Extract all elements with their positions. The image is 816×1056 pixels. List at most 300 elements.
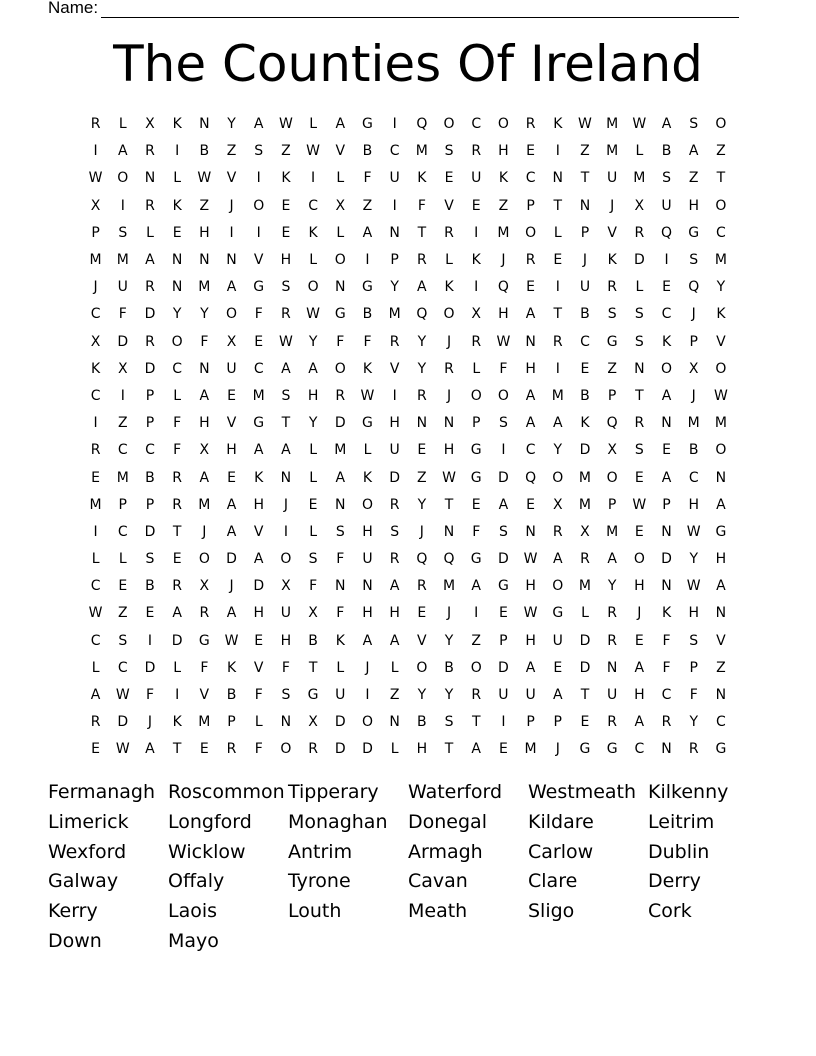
grid-letter[interactable]: U bbox=[117, 279, 128, 296]
grid-letter[interactable]: E bbox=[145, 605, 155, 622]
grid-letter[interactable]: M bbox=[606, 143, 619, 160]
grid-letter[interactable]: M bbox=[578, 469, 592, 486]
grid-letter[interactable]: G bbox=[362, 279, 373, 296]
grid-letter[interactable]: G bbox=[362, 415, 373, 432]
grid-letter[interactable]: M bbox=[198, 279, 211, 296]
grid-letter[interactable]: R bbox=[416, 252, 427, 269]
grid-letter[interactable]: L bbox=[635, 279, 644, 296]
grid-letter[interactable]: A bbox=[362, 224, 373, 241]
grid-letter[interactable]: R bbox=[607, 714, 618, 731]
grid-letter[interactable]: P bbox=[580, 224, 590, 241]
grid-letter[interactable]: C bbox=[90, 632, 101, 649]
grid-letter[interactable]: K bbox=[172, 714, 182, 731]
grid-letter[interactable]: S bbox=[689, 632, 699, 649]
grid-letter[interactable]: M bbox=[524, 741, 537, 758]
grid-letter[interactable]: J bbox=[229, 197, 234, 214]
grid-letter[interactable]: A bbox=[226, 279, 237, 296]
grid-letter[interactable]: Z bbox=[117, 415, 128, 432]
grid-letter[interactable]: P bbox=[553, 714, 562, 731]
grid-letter[interactable]: O bbox=[307, 279, 319, 296]
grid-letter[interactable]: R bbox=[199, 605, 210, 622]
grid-letter[interactable]: Z bbox=[226, 143, 237, 160]
grid-letter[interactable]: B bbox=[362, 306, 373, 323]
grid-letter[interactable]: X bbox=[199, 442, 210, 459]
grid-letter[interactable]: C bbox=[525, 170, 536, 187]
grid-letter[interactable]: T bbox=[417, 224, 427, 241]
grid-letter[interactable]: E bbox=[308, 496, 318, 513]
grid-letter[interactable]: O bbox=[661, 360, 673, 377]
grid-letter[interactable]: G bbox=[307, 687, 319, 704]
grid-letter[interactable]: N bbox=[335, 496, 346, 513]
grid-letter[interactable]: T bbox=[281, 415, 291, 432]
grid-letter[interactable]: P bbox=[689, 333, 698, 350]
grid-letter[interactable]: Z bbox=[362, 197, 373, 214]
grid-letter[interactable]: Y bbox=[227, 116, 236, 133]
grid-letter[interactable]: L bbox=[390, 741, 399, 758]
grid-letter[interactable]: F bbox=[499, 360, 508, 377]
grid-letter[interactable]: K bbox=[254, 469, 264, 486]
grid-letter[interactable]: A bbox=[525, 659, 536, 676]
grid-letter[interactable]: J bbox=[419, 523, 424, 540]
grid-letter[interactable]: N bbox=[552, 170, 564, 187]
grid-letter[interactable]: E bbox=[91, 741, 101, 758]
grid-letter[interactable]: D bbox=[389, 469, 401, 486]
grid-letter[interactable]: Z bbox=[281, 143, 291, 160]
grid-letter[interactable]: M bbox=[252, 387, 265, 404]
grid-letter[interactable]: N bbox=[661, 523, 672, 540]
grid-letter[interactable]: G bbox=[198, 632, 210, 649]
grid-letter[interactable]: H bbox=[389, 605, 400, 622]
grid-letter[interactable]: E bbox=[580, 360, 590, 377]
grid-letter[interactable]: R bbox=[416, 578, 427, 595]
grid-letter[interactable]: W bbox=[306, 306, 321, 323]
grid-letter[interactable]: P bbox=[118, 496, 127, 513]
grid-letter[interactable]: K bbox=[607, 252, 617, 269]
grid-letter[interactable]: E bbox=[553, 252, 563, 269]
grid-letter[interactable]: P bbox=[145, 496, 155, 513]
grid-letter[interactable]: A bbox=[117, 143, 128, 160]
grid-letter[interactable]: R bbox=[90, 714, 101, 731]
grid-letter[interactable]: M bbox=[714, 415, 727, 432]
grid-letter[interactable]: D bbox=[661, 551, 672, 568]
grid-letter[interactable]: E bbox=[172, 551, 182, 568]
grid-letter[interactable]: B bbox=[308, 632, 318, 649]
grid-letter[interactable]: E bbox=[634, 632, 644, 649]
grid-letter[interactable]: S bbox=[444, 714, 454, 731]
grid-letter[interactable]: O bbox=[552, 469, 564, 486]
grid-letter[interactable]: E bbox=[498, 605, 508, 622]
grid-letter[interactable]: E bbox=[634, 469, 644, 486]
grid-letter[interactable]: I bbox=[555, 360, 560, 377]
grid-letter[interactable]: G bbox=[688, 224, 700, 241]
grid-letter[interactable]: G bbox=[470, 469, 482, 486]
grid-letter[interactable]: H bbox=[688, 496, 699, 513]
grid-letter[interactable]: A bbox=[471, 578, 481, 595]
grid-letter[interactable]: O bbox=[443, 116, 455, 133]
grid-letter[interactable]: M bbox=[116, 469, 129, 486]
grid-letter[interactable]: Y bbox=[417, 496, 427, 513]
grid-letter[interactable]: C bbox=[580, 333, 590, 350]
grid-letter[interactable]: D bbox=[117, 714, 129, 731]
grid-letter[interactable]: H bbox=[416, 741, 428, 758]
grid-letter[interactable]: P bbox=[526, 714, 535, 731]
grid-letter[interactable]: F bbox=[336, 333, 345, 350]
grid-letter[interactable]: T bbox=[580, 687, 590, 704]
grid-letter[interactable]: C bbox=[172, 360, 183, 377]
grid-letter[interactable]: W bbox=[88, 605, 103, 622]
grid-letter[interactable]: N bbox=[606, 659, 618, 676]
grid-letter[interactable]: R bbox=[90, 442, 101, 459]
grid-letter[interactable]: D bbox=[334, 415, 346, 432]
grid-letter[interactable]: U bbox=[525, 687, 536, 704]
grid-letter[interactable]: A bbox=[607, 551, 617, 568]
grid-letter[interactable]: N bbox=[579, 197, 591, 214]
grid-letter[interactable]: R bbox=[308, 741, 318, 758]
grid-letter[interactable]: N bbox=[715, 605, 727, 622]
grid-letter[interactable]: H bbox=[253, 496, 264, 513]
grid-letter[interactable]: L bbox=[173, 170, 182, 187]
grid-letter[interactable]: N bbox=[715, 469, 727, 486]
grid-letter[interactable]: G bbox=[606, 741, 618, 758]
grid-letter[interactable]: B bbox=[444, 659, 454, 676]
grid-letter[interactable]: E bbox=[662, 442, 671, 459]
grid-letter[interactable]: O bbox=[443, 306, 455, 323]
grid-letter[interactable]: Z bbox=[688, 170, 699, 187]
grid-letter[interactable]: N bbox=[199, 116, 210, 133]
grid-letter[interactable]: I bbox=[120, 197, 125, 214]
grid-letter[interactable]: U bbox=[498, 687, 509, 704]
grid-letter[interactable]: Y bbox=[390, 279, 399, 296]
grid-letter[interactable]: N bbox=[389, 714, 400, 731]
grid-letter[interactable]: P bbox=[227, 714, 236, 731]
grid-letter[interactable]: A bbox=[389, 578, 400, 595]
grid-letter[interactable]: S bbox=[662, 170, 671, 187]
grid-letter[interactable]: H bbox=[253, 605, 264, 622]
grid-letter[interactable]: S bbox=[335, 523, 345, 540]
grid-letter[interactable]: H bbox=[389, 415, 400, 432]
grid-letter[interactable]: K bbox=[362, 360, 373, 377]
grid-letter[interactable]: K bbox=[553, 116, 563, 133]
grid-letter[interactable]: W bbox=[197, 170, 212, 187]
grid-letter[interactable]: H bbox=[634, 687, 645, 704]
grid-letter[interactable]: R bbox=[90, 116, 101, 133]
grid-letter[interactable]: W bbox=[632, 496, 647, 513]
grid-letter[interactable]: I bbox=[392, 387, 397, 404]
grid-letter[interactable]: G bbox=[606, 333, 618, 350]
grid-letter[interactable]: V bbox=[199, 687, 210, 704]
grid-letter[interactable]: S bbox=[390, 523, 400, 540]
grid-letter[interactable]: O bbox=[361, 714, 373, 731]
grid-letter[interactable]: C bbox=[90, 306, 101, 323]
grid-letter[interactable]: Z bbox=[716, 143, 726, 160]
grid-letter[interactable]: I bbox=[311, 170, 316, 187]
grid-letter[interactable]: S bbox=[118, 632, 128, 649]
grid-letter[interactable]: B bbox=[580, 306, 590, 323]
grid-letter[interactable]: T bbox=[471, 714, 481, 731]
grid-letter[interactable]: L bbox=[91, 659, 100, 676]
grid-letter[interactable]: A bbox=[552, 687, 563, 704]
grid-letter[interactable]: Z bbox=[716, 659, 726, 676]
grid-letter[interactable]: C bbox=[634, 741, 645, 758]
grid-letter[interactable]: B bbox=[417, 714, 427, 731]
grid-letter[interactable]: C bbox=[661, 306, 672, 323]
grid-letter[interactable]: Y bbox=[444, 687, 454, 704]
grid-letter[interactable]: A bbox=[716, 578, 726, 595]
grid-letter[interactable]: U bbox=[661, 197, 672, 214]
grid-letter[interactable]: I bbox=[283, 523, 288, 540]
grid-letter[interactable]: G bbox=[497, 578, 509, 595]
grid-letter[interactable]: N bbox=[199, 360, 210, 377]
grid-letter[interactable]: N bbox=[199, 252, 210, 269]
grid-letter[interactable]: L bbox=[336, 170, 345, 187]
grid-letter[interactable]: R bbox=[552, 333, 563, 350]
grid-letter[interactable]: V bbox=[716, 333, 726, 350]
grid-letter[interactable]: O bbox=[117, 170, 129, 187]
grid-letter[interactable]: V bbox=[226, 170, 237, 187]
grid-letter[interactable]: H bbox=[362, 605, 373, 622]
grid-letter[interactable]: N bbox=[280, 469, 292, 486]
grid-letter[interactable]: C bbox=[661, 687, 672, 704]
grid-letter[interactable]: V bbox=[716, 632, 726, 649]
grid-letter[interactable]: D bbox=[334, 741, 346, 758]
grid-letter[interactable]: P bbox=[390, 252, 399, 269]
grid-letter[interactable]: A bbox=[525, 387, 536, 404]
grid-letter[interactable]: W bbox=[278, 116, 293, 133]
grid-letter[interactable]: M bbox=[497, 224, 510, 241]
grid-letter[interactable]: L bbox=[581, 605, 589, 622]
grid-letter[interactable]: J bbox=[610, 197, 615, 214]
grid-letter[interactable]: H bbox=[525, 632, 536, 649]
grid-letter[interactable]: W bbox=[115, 741, 130, 758]
grid-letter[interactable]: B bbox=[688, 442, 699, 459]
grid-letter[interactable]: U bbox=[389, 170, 400, 187]
grid-letter[interactable]: J bbox=[501, 252, 506, 269]
grid-letter[interactable]: M bbox=[551, 387, 564, 404]
grid-letter[interactable]: Q bbox=[416, 551, 428, 568]
grid-letter[interactable]: F bbox=[336, 551, 345, 568]
grid-letter[interactable]: I bbox=[93, 523, 98, 540]
grid-letter[interactable]: S bbox=[444, 143, 454, 160]
grid-letter[interactable]: R bbox=[145, 143, 155, 160]
grid-letter[interactable]: M bbox=[116, 252, 129, 269]
grid-letter[interactable]: M bbox=[388, 306, 401, 323]
grid-letter[interactable]: N bbox=[280, 714, 292, 731]
grid-letter[interactable]: O bbox=[334, 360, 346, 377]
grid-letter[interactable]: I bbox=[664, 252, 669, 269]
grid-letter[interactable]: X bbox=[90, 197, 101, 214]
grid-letter[interactable]: G bbox=[470, 442, 482, 459]
grid-letter[interactable]: A bbox=[498, 496, 509, 513]
grid-letter[interactable]: S bbox=[689, 116, 699, 133]
grid-letter[interactable]: X bbox=[471, 306, 482, 323]
grid-letter[interactable]: N bbox=[661, 741, 672, 758]
grid-letter[interactable]: F bbox=[309, 578, 318, 595]
grid-letter[interactable]: F bbox=[173, 442, 182, 459]
grid-letter[interactable]: E bbox=[471, 197, 481, 214]
grid-letter[interactable]: I bbox=[93, 415, 98, 432]
grid-letter[interactable]: R bbox=[688, 741, 699, 758]
grid-letter[interactable]: Z bbox=[471, 632, 482, 649]
grid-letter[interactable]: G bbox=[715, 741, 727, 758]
grid-letter[interactable]: A bbox=[525, 306, 536, 323]
grid-letter[interactable]: I bbox=[474, 605, 479, 622]
grid-letter[interactable]: C bbox=[253, 360, 264, 377]
grid-letter[interactable]: W bbox=[632, 116, 647, 133]
grid-letter[interactable]: O bbox=[198, 551, 210, 568]
grid-letter[interactable]: F bbox=[118, 306, 127, 323]
grid-letter[interactable]: Z bbox=[417, 469, 427, 486]
grid-letter[interactable]: R bbox=[607, 605, 618, 622]
grid-letter[interactable]: C bbox=[389, 143, 400, 160]
grid-letter[interactable]: A bbox=[362, 632, 373, 649]
grid-letter[interactable]: W bbox=[306, 143, 321, 160]
grid-letter[interactable]: L bbox=[336, 224, 345, 241]
grid-letter[interactable]: O bbox=[497, 116, 509, 133]
grid-letter[interactable]: U bbox=[335, 687, 346, 704]
grid-letter[interactable]: T bbox=[172, 741, 182, 758]
grid-letter[interactable]: N bbox=[171, 252, 183, 269]
grid-letter[interactable]: K bbox=[91, 360, 101, 377]
grid-letter[interactable]: O bbox=[470, 387, 482, 404]
grid-letter[interactable]: E bbox=[227, 387, 236, 404]
grid-letter[interactable]: C bbox=[716, 224, 726, 241]
grid-letter[interactable]: B bbox=[580, 387, 590, 404]
grid-letter[interactable]: X bbox=[580, 523, 590, 540]
grid-letter[interactable]: K bbox=[172, 197, 182, 214]
grid-letter[interactable]: Y bbox=[607, 578, 617, 595]
grid-letter[interactable]: C bbox=[525, 442, 536, 459]
grid-letter[interactable]: F bbox=[363, 170, 372, 187]
grid-letter[interactable]: X bbox=[281, 578, 291, 595]
grid-letter[interactable]: S bbox=[145, 551, 155, 568]
grid-letter[interactable]: P bbox=[499, 632, 508, 649]
grid-letter[interactable]: J bbox=[147, 714, 153, 731]
grid-letter[interactable]: D bbox=[498, 551, 509, 568]
grid-letter[interactable]: Y bbox=[716, 279, 726, 296]
grid-letter[interactable]: F bbox=[200, 659, 209, 676]
grid-letter[interactable]: F bbox=[254, 741, 263, 758]
grid-letter[interactable]: H bbox=[688, 605, 699, 622]
grid-letter[interactable]: K bbox=[335, 632, 345, 649]
grid-letter[interactable]: N bbox=[661, 415, 672, 432]
grid-letter[interactable]: R bbox=[634, 415, 645, 432]
grid-letter[interactable]: R bbox=[226, 741, 237, 758]
grid-letter[interactable]: O bbox=[606, 469, 618, 486]
grid-letter[interactable]: R bbox=[281, 306, 291, 323]
grid-letter[interactable]: W bbox=[523, 551, 538, 568]
grid-letter[interactable]: O bbox=[280, 741, 292, 758]
grid-letter[interactable]: D bbox=[498, 659, 509, 676]
grid-letter[interactable]: R bbox=[389, 496, 400, 513]
grid-letter[interactable]: O bbox=[525, 224, 537, 241]
grid-letter[interactable]: S bbox=[281, 279, 291, 296]
grid-letter[interactable]: D bbox=[226, 551, 237, 568]
grid-letter[interactable]: J bbox=[202, 523, 207, 540]
grid-letter[interactable]: A bbox=[226, 523, 237, 540]
grid-letter[interactable]: L bbox=[91, 551, 100, 568]
grid-letter[interactable]: L bbox=[309, 116, 317, 133]
grid-letter[interactable]: K bbox=[226, 659, 237, 676]
grid-letter[interactable]: S bbox=[281, 687, 291, 704]
grid-letter[interactable]: D bbox=[498, 469, 509, 486]
grid-letter[interactable]: S bbox=[634, 333, 644, 350]
grid-letter[interactable]: I bbox=[474, 279, 479, 296]
grid-letter[interactable]: I bbox=[256, 224, 261, 241]
grid-letter[interactable]: K bbox=[444, 279, 454, 296]
grid-letter[interactable]: A bbox=[281, 360, 291, 377]
grid-letter[interactable]: N bbox=[416, 415, 428, 432]
grid-letter[interactable]: J bbox=[446, 387, 452, 404]
grid-letter[interactable]: Y bbox=[200, 306, 209, 323]
grid-letter[interactable]: X bbox=[552, 496, 563, 513]
grid-letter[interactable]: Q bbox=[443, 551, 455, 568]
grid-letter[interactable]: A bbox=[145, 741, 155, 758]
grid-letter[interactable]: E bbox=[118, 578, 128, 595]
grid-letter[interactable]: R bbox=[145, 279, 155, 296]
grid-letter[interactable]: J bbox=[582, 252, 588, 269]
grid-letter[interactable]: R bbox=[471, 687, 482, 704]
grid-letter[interactable]: R bbox=[580, 551, 590, 568]
grid-letter[interactable]: X bbox=[634, 197, 645, 214]
grid-letter[interactable]: Z bbox=[389, 687, 400, 704]
grid-letter[interactable]: G bbox=[334, 306, 346, 323]
grid-letter[interactable]: Q bbox=[661, 224, 673, 241]
grid-letter[interactable]: B bbox=[661, 143, 672, 160]
grid-letter[interactable]: W bbox=[442, 469, 456, 486]
grid-letter[interactable]: A bbox=[253, 442, 264, 459]
grid-letter[interactable]: A bbox=[634, 714, 645, 731]
grid-letter[interactable]: W bbox=[115, 687, 130, 704]
grid-letter[interactable]: K bbox=[498, 170, 508, 187]
grid-letter[interactable]: J bbox=[229, 578, 234, 595]
grid-letter[interactable]: F bbox=[145, 687, 154, 704]
grid-letter[interactable]: Z bbox=[498, 197, 509, 214]
grid-letter[interactable]: F bbox=[254, 306, 263, 323]
grid-letter[interactable]: E bbox=[281, 197, 291, 214]
grid-letter[interactable]: U bbox=[280, 605, 292, 622]
grid-letter[interactable]: U bbox=[471, 170, 482, 187]
grid-letter[interactable]: I bbox=[93, 143, 98, 160]
grid-letter[interactable]: J bbox=[283, 496, 288, 513]
grid-letter[interactable]: I bbox=[365, 252, 370, 269]
grid-letter[interactable]: Z bbox=[607, 360, 617, 377]
grid-letter[interactable]: O bbox=[633, 551, 645, 568]
grid-letter[interactable]: M bbox=[578, 578, 592, 595]
grid-letter[interactable]: I bbox=[365, 687, 370, 704]
grid-letter[interactable]: N bbox=[443, 523, 455, 540]
grid-letter[interactable]: N bbox=[634, 360, 645, 377]
grid-letter[interactable]: R bbox=[389, 333, 400, 350]
grid-letter[interactable]: N bbox=[443, 415, 455, 432]
grid-letter[interactable]: O bbox=[253, 197, 265, 214]
grid-letter[interactable]: S bbox=[634, 306, 644, 323]
grid-letter[interactable]: K bbox=[362, 469, 373, 486]
grid-letter[interactable]: T bbox=[553, 197, 563, 214]
grid-letter[interactable]: W bbox=[88, 170, 103, 187]
grid-letter[interactable]: X bbox=[607, 442, 617, 459]
grid-letter[interactable]: D bbox=[171, 632, 183, 649]
grid-letter[interactable]: T bbox=[308, 659, 318, 676]
grid-letter[interactable]: W bbox=[523, 605, 538, 622]
grid-letter[interactable]: I bbox=[147, 632, 153, 649]
grid-letter[interactable]: P bbox=[607, 496, 617, 513]
grid-letter[interactable]: E bbox=[199, 741, 209, 758]
grid-letter[interactable]: T bbox=[635, 387, 644, 404]
grid-letter[interactable]: D bbox=[253, 578, 265, 595]
grid-letter[interactable]: U bbox=[389, 442, 400, 459]
grid-letter[interactable]: A bbox=[661, 387, 672, 404]
grid-letter[interactable]: F bbox=[281, 659, 290, 676]
